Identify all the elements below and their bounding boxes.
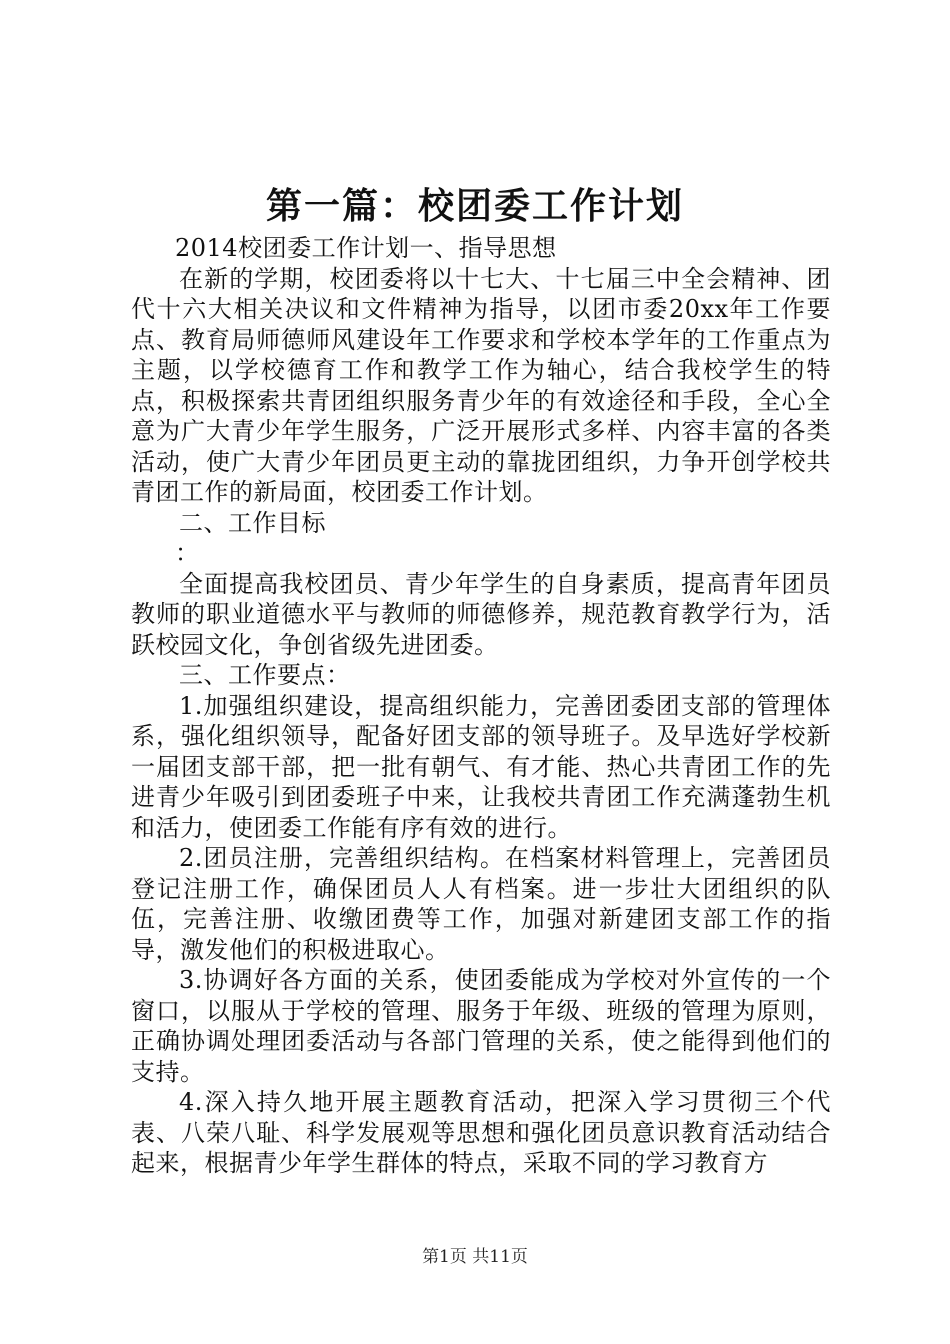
paragraph-key-point-2: 2.团员注册，完善组织结构。在档案材料管理上，完善团员登记注册工作，确保团员人人有档案。进一步壮大团组织的队伍，完善注册、收缴团费等工作，加强对新建团支部工作的指导，激发他们的积极进取心。 [131, 844, 831, 964]
paragraph-guiding-thought: 在新的学期，校团委将以十七大、十七届三中全会精神、团代十六大相关决议和文件精神为指导，以团市委20xx年工作要点、教育局师德师风建设年工作要求和学校本学年的工作重点为主题，以学校德育工作和教学工作为轴心，结合我校学生的特点，积极探索共青团组织服务青少年的有效途径和手段，全心全意为广大青少年学生服务，广泛开展形式多样、内容丰富的各类活动，使广大青少年团员更主动的靠拢团组织，力争开创学校共青团工作的新局面，校团委工作计划。 [131, 264, 831, 506]
document-body [131, 233, 831, 1179]
paragraph-heading-guiding-thought: 2014校团委工作计划一、指导思想 [175, 234, 557, 262]
paragraph-heading-work-goals: 二、工作目标 [179, 508, 326, 537]
document-title: 第一篇：校团委工作计划 [265, 186, 684, 227]
paragraph-colon: ： [175, 539, 200, 567]
page-number-footer: 第1页 共11页 [422, 1247, 528, 1267]
paragraph-work-goals: 全面提高我校团员、青少年学生的自身素质，提高青年团员教师的职业道德水平与教师的师德修养，规范教育教学行为，活跃校园文化，争创省级先进团委。 [131, 569, 831, 659]
paragraph-key-point-3: 3.协调好各方面的关系，使团委能成为学校对外宣传的一个窗口，以服从于学校的管理、服务于年级、班级的管理为原则，正确协调处理团委活动与各部门管理的关系，使之能得到他们的支持。 [131, 966, 831, 1086]
paragraph-key-point-4: 4.深入持久地开展主题教育活动，把深入学习贯彻三个代表、八荣八耻、科学发展观等思想和强化团员意识教育活动结合起来，根据青少年学生群体的特点，采取不同的学习教育方 [131, 1088, 831, 1177]
paragraph-heading-key-points: 三、工作要点： [179, 661, 351, 689]
paragraph-key-point-1: 1.加强组织建设，提高组织能力，完善团委团支部的管理体系，强化组织领导，配备好团支部的领导班子。及早选好学校新一届团支部干部，把一批有朝气、有才能、热心共青团工作的先进青少年吸引到团委班子中来，让我校共青团工作充满蓬勃生机和活力，使团委工作能有序有效的进行。 [131, 691, 831, 842]
